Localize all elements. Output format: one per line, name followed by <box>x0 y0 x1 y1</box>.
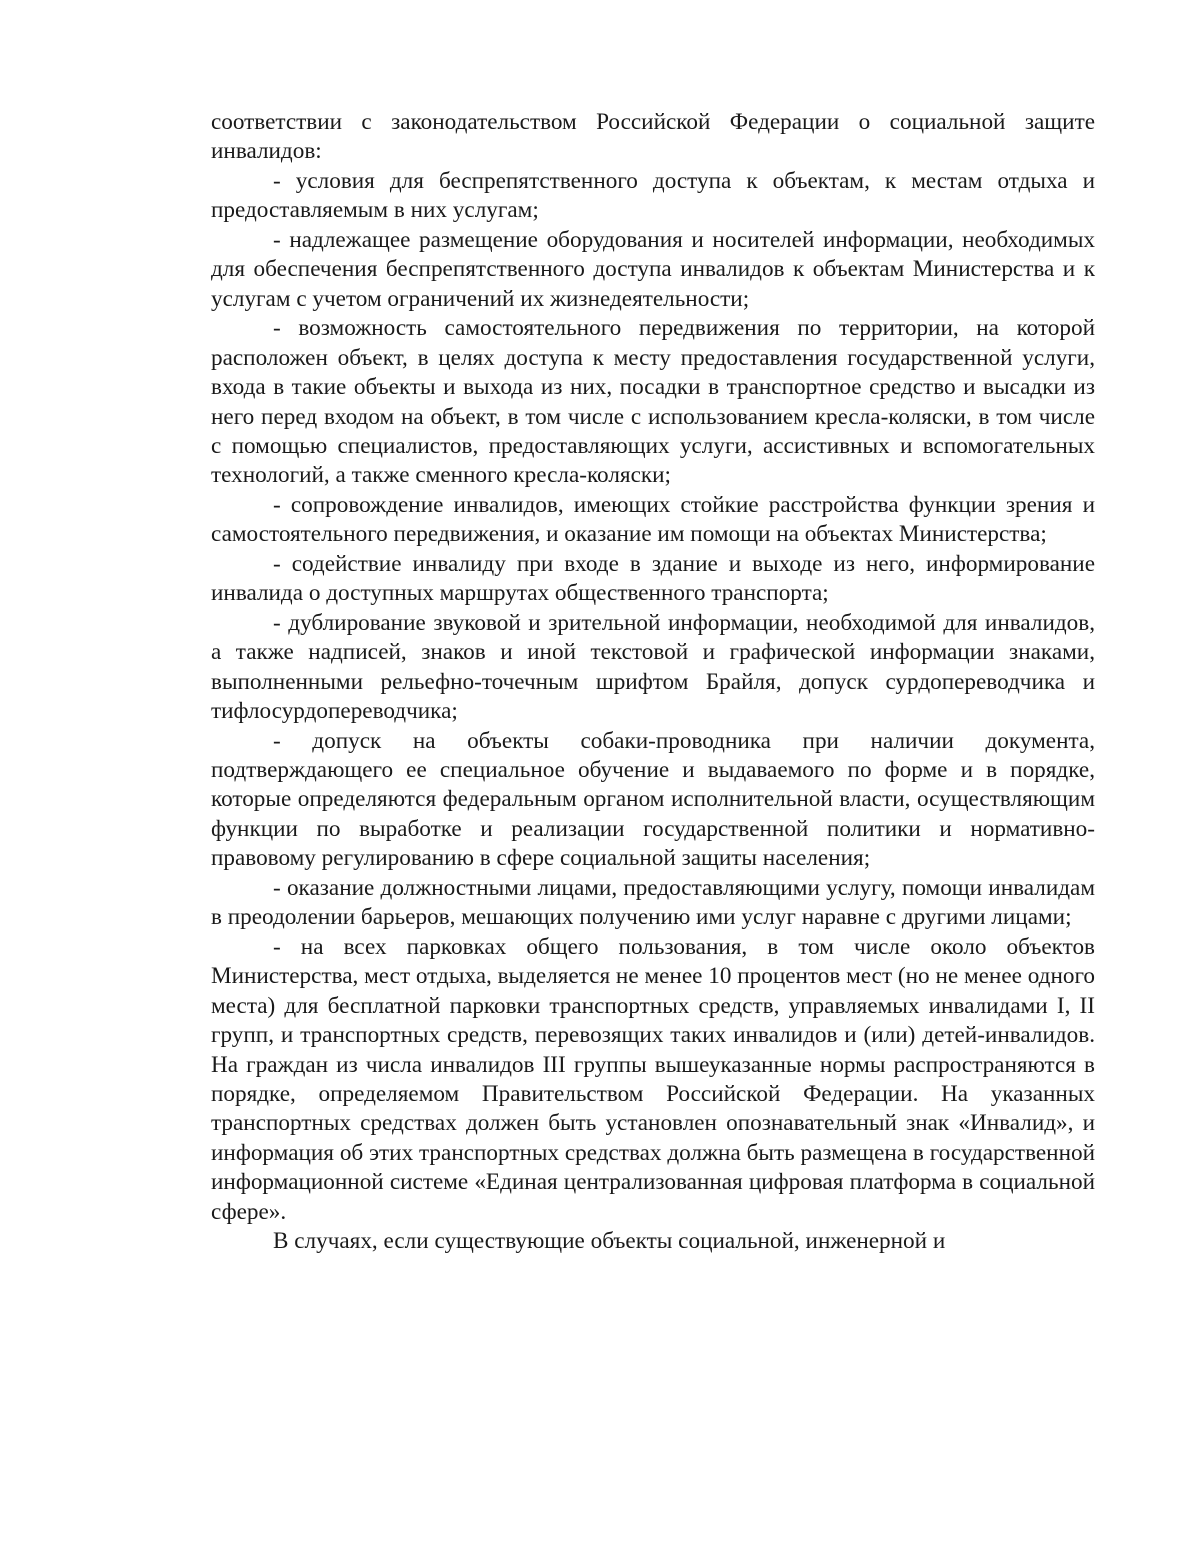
list-item-entry-assistance: - содействие инвалиду при входе в здание и выходе из него, информирование инвалида о доступных маршрутах общественного транспорта; <box>211 550 1095 607</box>
document-body <box>211 108 1095 1257</box>
paragraph-continuation: соответствии с законодательством Российской Федерации о социальной защите инвалидов: <box>211 109 1095 165</box>
list-item-equipment-placement: - надлежащее размещение оборудования и носителей информации, необходимых для обеспечения беспрепятственного доступа инвалидов к объектам Министерства и к услугам с учетом ограничений их жизнедеятельности; <box>211 226 1095 312</box>
list-item-unobstructed-access: - условия для беспрепятственного доступа к объектам, к местам отдыха и предоставляемым в них услугам; <box>211 167 1095 224</box>
list-item-staff-assistance: - оказание должностными лицами, предоставляющими услугу, помощи инвалидам в преодолении барьеров, мешающих получению ими услуг наравне с другими лицами; <box>211 874 1095 931</box>
list-item-independent-movement: - возможность самостоятельного передвижения по территории, на которой расположен объект, в целях доступа к месту предоставления государственной услуги, входа в такие объекты и выхода из них, посадки в транспортное средство и высадки из него перед входом на объект, в том числе с использованием кресла-коляски, в том числе с помощью специалистов, предоставляющих услуги, ассистивных и вспомогательных технологий, а также сменного кресла-коляски; <box>211 315 1095 489</box>
list-item-escort: - сопровождение инвалидов, имеющих стойкие расстройства функции зрения и самостоятельного передвижения, и оказание им помощи на объектах Министерства; <box>211 491 1095 548</box>
list-item-guide-dog: - допуск на объекты собаки-проводника при наличии документа, подтверждающего ее специальное обучение и выдаваемого по форме и в порядке, которые определяются федеральным органом исполнительной власти, осуществляющим функции по выработке и реализации государственной политики и нормативно-правовому регулированию в сфере социальной защиты населения; <box>211 727 1095 872</box>
paragraph-existing-objects: В случаях, если существующие объекты социальной, инженерной и <box>273 1228 946 1255</box>
list-item-parking: - на всех парковках общего пользования, в том числе около объектов Министерства, мест отдыха, выделяется не менее 10 процентов мест (но не менее одного места) для бесплатной парковки транспортных средств, управляемых инвалидами I, II групп, и транспортных средств, перевозящих таких инвалидов и (или) детей-инвалидов. На граждан из числа инвалидов III группы вышеуказанные нормы распространяются в порядке, определяемом Правительством Российской Федерации. На указанных транспортных средствах должен быть установлен опознавательный знак «Инвалид», и информация об этих транспортных средствах должна быть размещена в государственной информационной системе «Единая централизованная цифровая платформа в социальной сфере». <box>211 933 1095 1225</box>
list-item-information-duplication: - дублирование звуковой и зрительной информации, необходимой для инвалидов, а также надписей, знаков и иной текстовой и графической информации знаками, выполненными рельефно-точечным шрифтом Брайля, допуск сурдопереводчика и тифлосурдопереводчика; <box>211 609 1095 725</box>
